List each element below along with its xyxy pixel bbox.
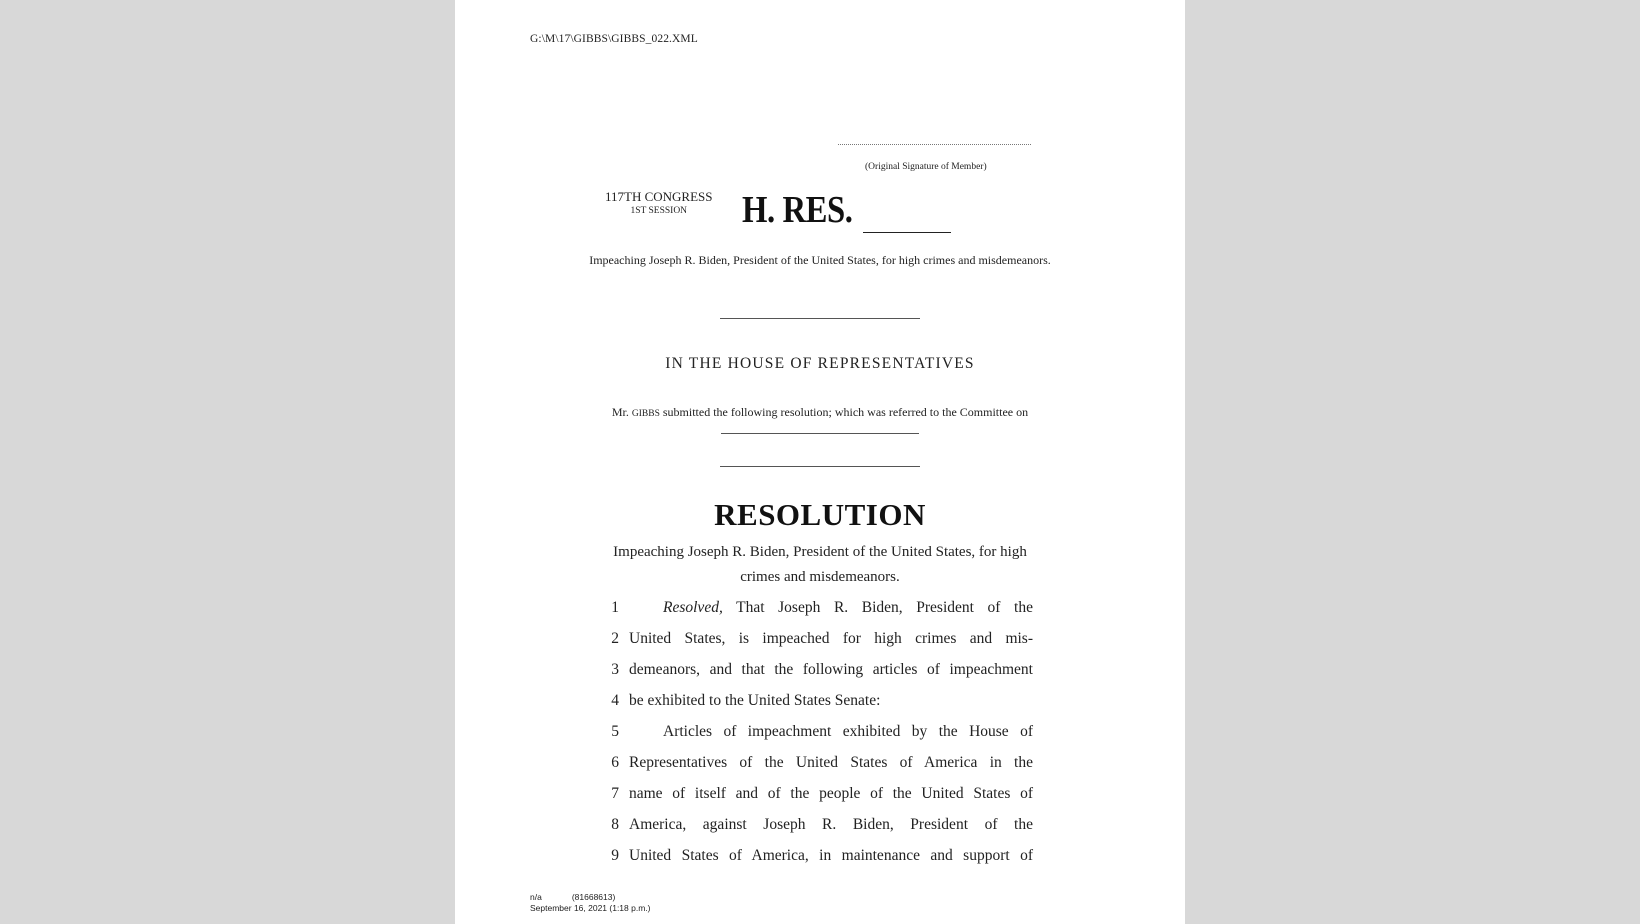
congress-label: 117TH CONGRESS	[605, 189, 713, 204]
line-text: Representatives of the United States of America in the	[629, 754, 1033, 771]
congress-session	[605, 190, 713, 218]
line-text: America, against Joseph R. Biden, President of the	[629, 816, 1033, 833]
line-italic: Resolved,	[663, 599, 723, 616]
footer	[530, 892, 651, 914]
submitted-text: submitted the following resolution; which was referred to the Committee on	[659, 405, 1029, 419]
signature-label: (Original Signature of Member)	[865, 162, 987, 172]
body-line	[605, 784, 1035, 815]
resolution-heading: RESOLUTION	[714, 497, 926, 532]
line-number: 5	[611, 723, 619, 740]
line-number: 7	[611, 785, 619, 802]
footer-status: n/a	[530, 892, 542, 902]
resolution-body	[605, 598, 1035, 877]
line-number: 1	[611, 599, 619, 616]
chamber-heading: IN THE HOUSE OF REPRESENTATIVES	[665, 355, 975, 372]
body-line	[605, 629, 1035, 660]
line-number: 3	[611, 661, 619, 678]
bill-type: H. RES.	[742, 189, 853, 231]
line-text: United States of America, in maintenance and support of	[629, 847, 1033, 864]
body-line	[605, 660, 1035, 691]
line-number: 2	[611, 630, 619, 647]
line-text: United States, is impeached for high crimes and mis-	[629, 630, 1033, 647]
divider	[720, 318, 920, 319]
line-number: 6	[611, 754, 619, 771]
signature-line	[838, 144, 1031, 145]
line-text: demeanors, and that the following articles of impeachment	[629, 661, 1033, 678]
document-page	[455, 0, 1185, 924]
line-number: 9	[611, 847, 619, 864]
line-text: be exhibited to the United States Senate:	[629, 692, 881, 709]
submission-statement	[565, 404, 1075, 438]
line-text: name of itself and of the people of the United States of	[629, 785, 1033, 802]
line-number: 4	[611, 692, 619, 709]
body-line	[605, 691, 1035, 722]
session-label: 1ST SESSION	[630, 206, 688, 216]
footer-code: (81668613)	[571, 892, 616, 902]
submitted-prefix: Mr.	[611, 405, 632, 419]
line-text: Articles of impeachment exhibited by the House of	[663, 723, 1033, 740]
committee-blank	[721, 423, 919, 434]
line-text: Resolved, That Joseph R. Biden, President of the	[663, 599, 1033, 616]
divider	[720, 466, 920, 467]
body-line	[605, 722, 1035, 753]
sponsor-name: GIBBS	[631, 409, 660, 419]
body-line	[605, 753, 1035, 784]
body-line	[605, 846, 1035, 877]
bill-number-blank	[863, 232, 951, 233]
body-line	[605, 815, 1035, 846]
line-number: 8	[611, 816, 619, 833]
short-title: Impeaching Joseph R. Biden, President of the United States, for high crimes and misdemeanors.	[589, 253, 1051, 267]
footer-date: September 16, 2021 (1:18 p.m.)	[530, 903, 651, 913]
file-path: G:\M\17\GIBBS\GIBBS_022.XML	[530, 33, 698, 45]
body-line	[605, 598, 1035, 629]
long-title: Impeaching Joseph R. Biden, President of the United States, for high crimes and misdemeanors.	[613, 544, 1027, 585]
